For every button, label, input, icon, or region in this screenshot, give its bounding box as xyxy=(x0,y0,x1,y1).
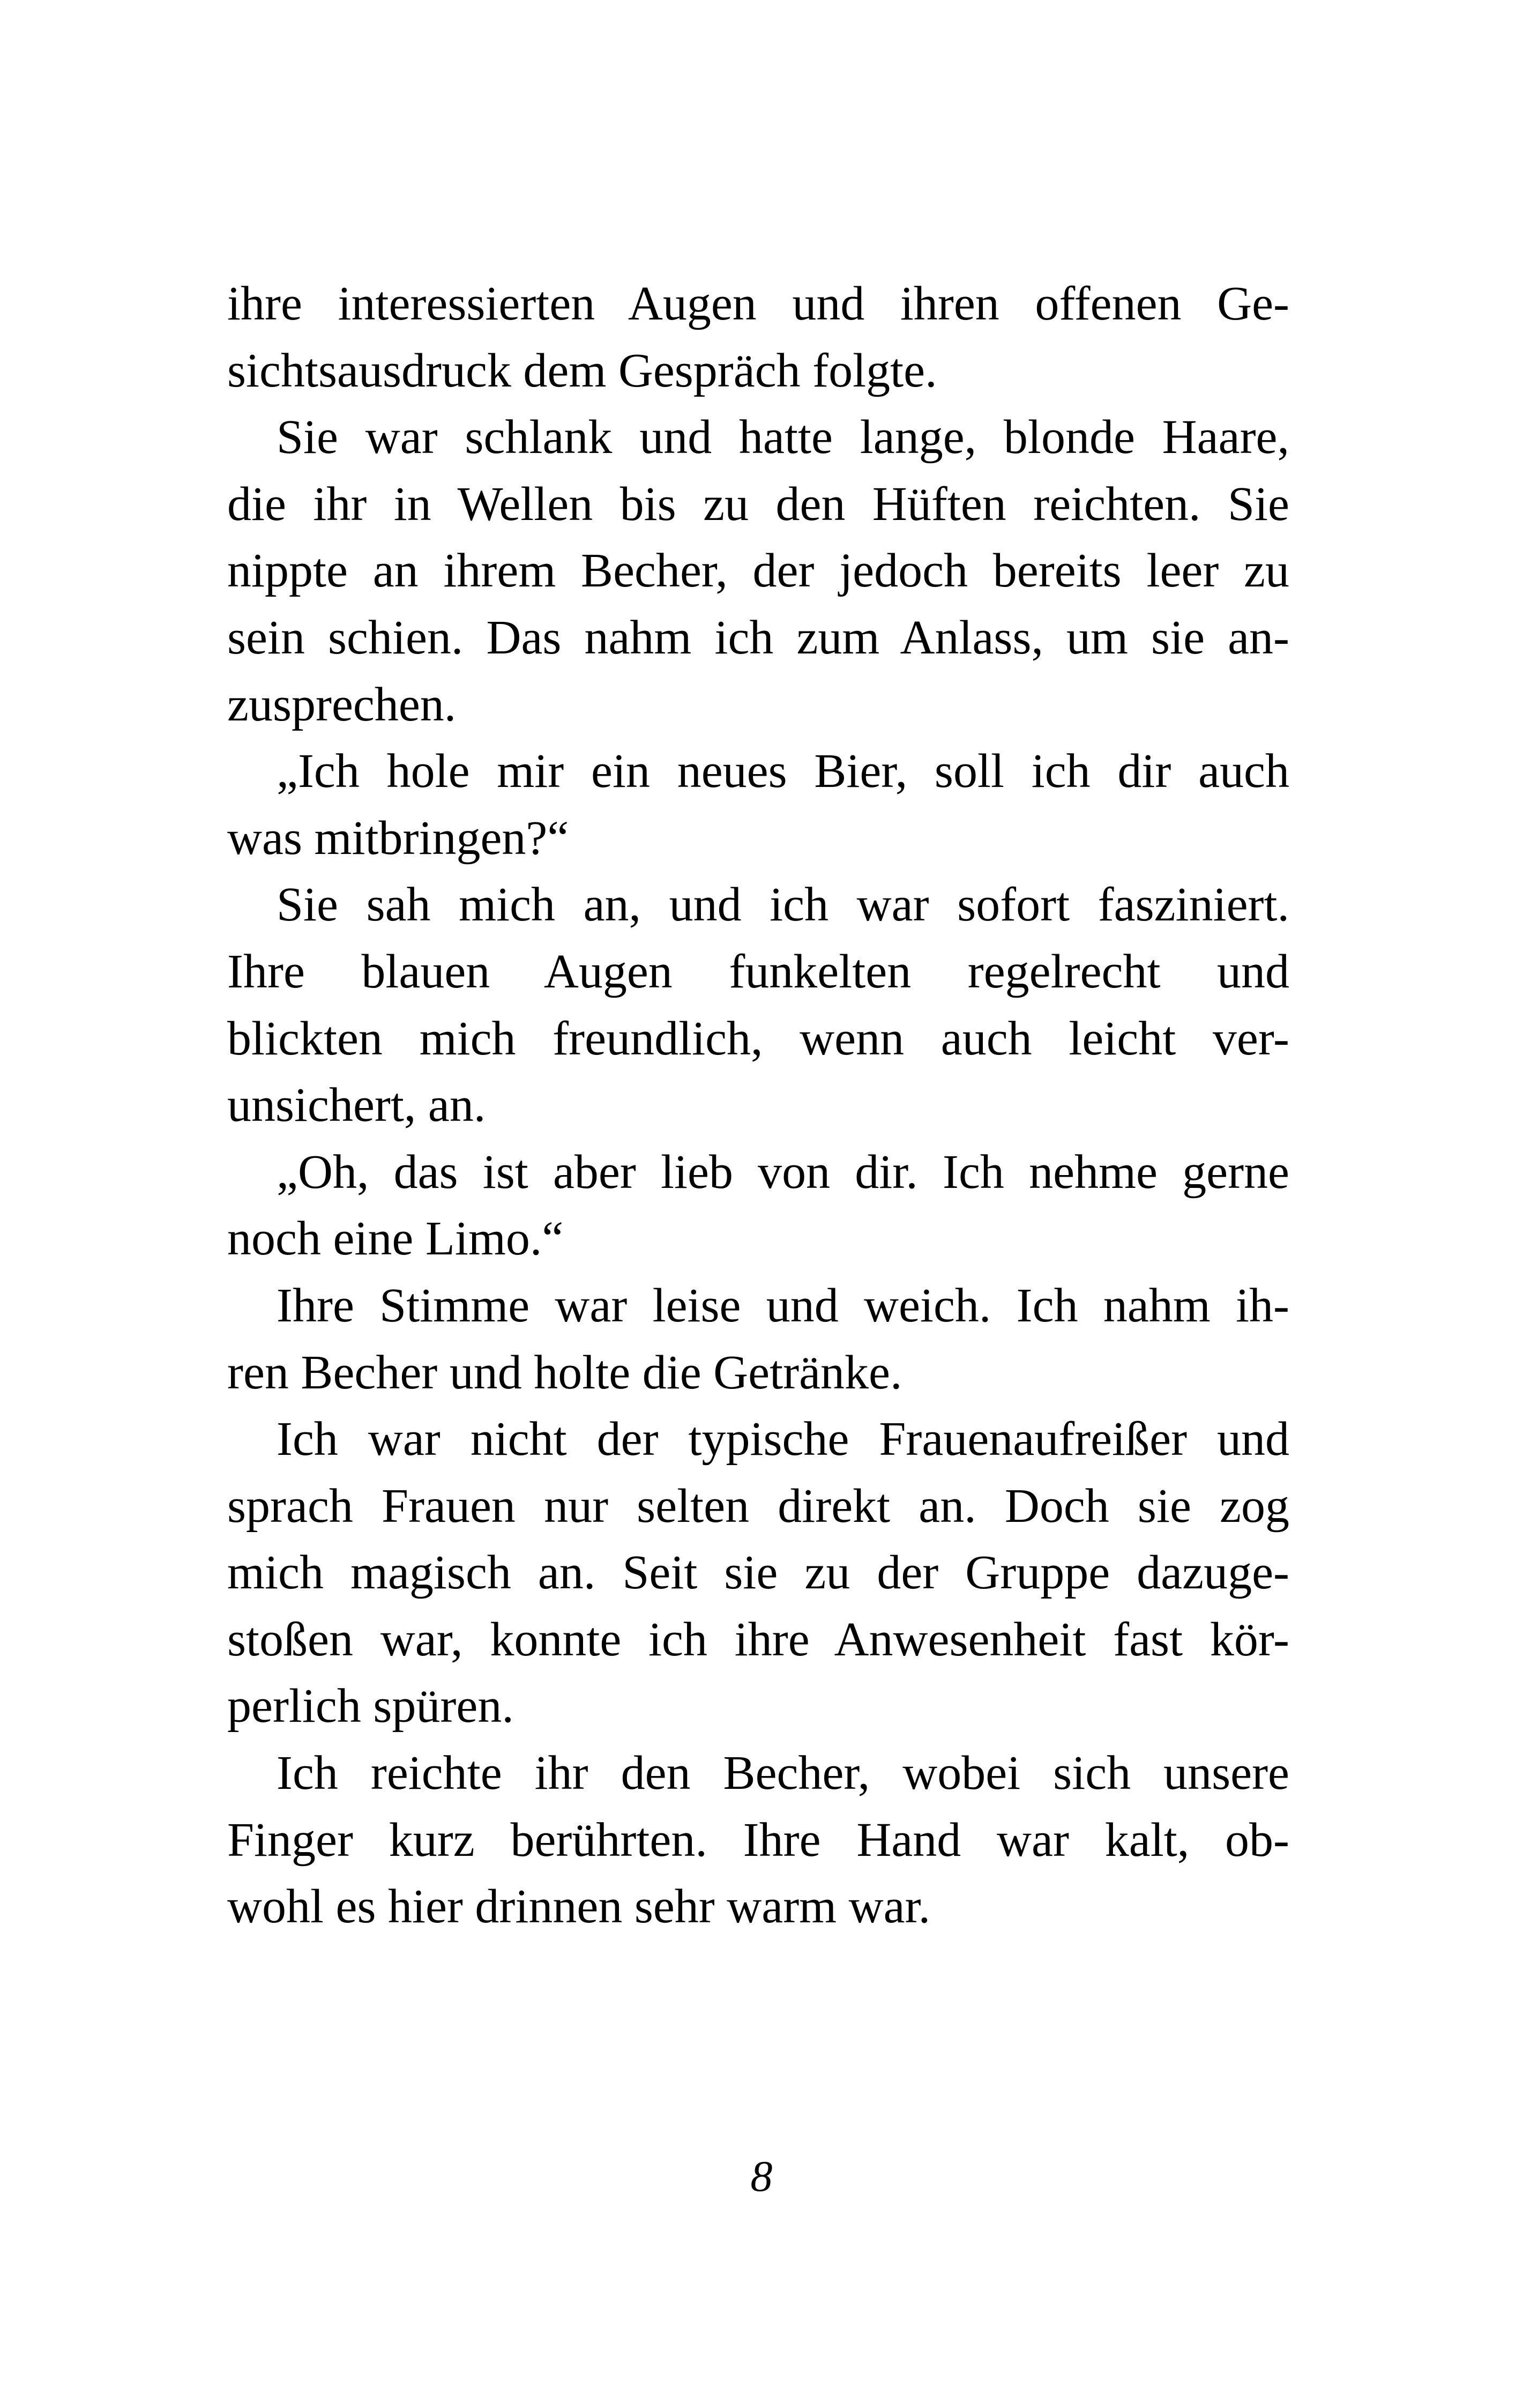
text-line: Ich war nicht der typische Frauenaufreißer und xyxy=(277,1413,1289,1466)
text-line: Finger kurz berührten. Ihre Hand war kalt, ob- xyxy=(227,1813,1289,1867)
text-line: sprach Frauen nur selten direkt an. Doch sie zog xyxy=(227,1479,1289,1533)
text-line: Ihre blauen Augen funkelten regelrecht und xyxy=(227,945,1289,998)
text-line: „Ich hole mir ein neues Bier, soll ich dir auch xyxy=(277,745,1289,798)
text-line: zusprechen. xyxy=(227,678,457,731)
text-line: Sie sah mich an, und ich war sofort fasziniert. xyxy=(277,878,1289,932)
text-line: „Oh, das ist aber lieb von dir. Ich nehme gerne xyxy=(277,1145,1289,1199)
text-line: Ich reichte ihr den Becher, wobei sich unsere xyxy=(277,1746,1289,1800)
paragraph xyxy=(227,1740,1289,1941)
text-line: ihre interessierten Augen und ihren offenen Ge- xyxy=(227,277,1289,330)
paragraph xyxy=(227,404,1289,738)
text-line: Sie war schlank und hatte lange, blonde Haare, xyxy=(277,411,1289,464)
body-text xyxy=(227,271,1289,1941)
paragraph xyxy=(227,1273,1289,1406)
text-line: ren Becher und holte die Getränke. xyxy=(227,1346,902,1399)
text-line: was mitbringen?“ xyxy=(227,811,569,865)
paragraph xyxy=(227,1406,1289,1740)
text-line: noch eine Limo.“ xyxy=(227,1212,564,1266)
text-line: sein schien. Das nahm ich zum Anlass, um sie an- xyxy=(227,611,1289,664)
text-line: blickten mich freundlich, wenn auch leicht ver- xyxy=(227,1012,1289,1065)
text-line: die ihr in Wellen bis zu den Hüften reichten. Sie xyxy=(227,477,1289,531)
text-line: stoßen war, konnte ich ihre Anwesenheit fast kör- xyxy=(227,1612,1289,1666)
paragraph xyxy=(227,872,1289,1139)
text-line: Ihre Stimme war leise und weich. Ich nahm ih- xyxy=(277,1279,1289,1332)
text-line: nippte an ihrem Becher, der jedoch bereits leer zu xyxy=(227,544,1289,598)
paragraph xyxy=(227,271,1289,404)
text-line: wohl es hier drinnen sehr warm war. xyxy=(227,1880,931,1934)
paragraph xyxy=(227,1139,1289,1273)
paragraph xyxy=(227,738,1289,872)
text-line: perlich spüren. xyxy=(227,1679,514,1733)
text-line: unsichert, an. xyxy=(227,1079,486,1132)
text-line: mich magisch an. Seit sie zu der Gruppe dazuge- xyxy=(227,1546,1289,1600)
page-number: 8 xyxy=(750,2152,773,2201)
text-line: sichtsausdruck dem Gespräch folgte. xyxy=(227,344,937,397)
